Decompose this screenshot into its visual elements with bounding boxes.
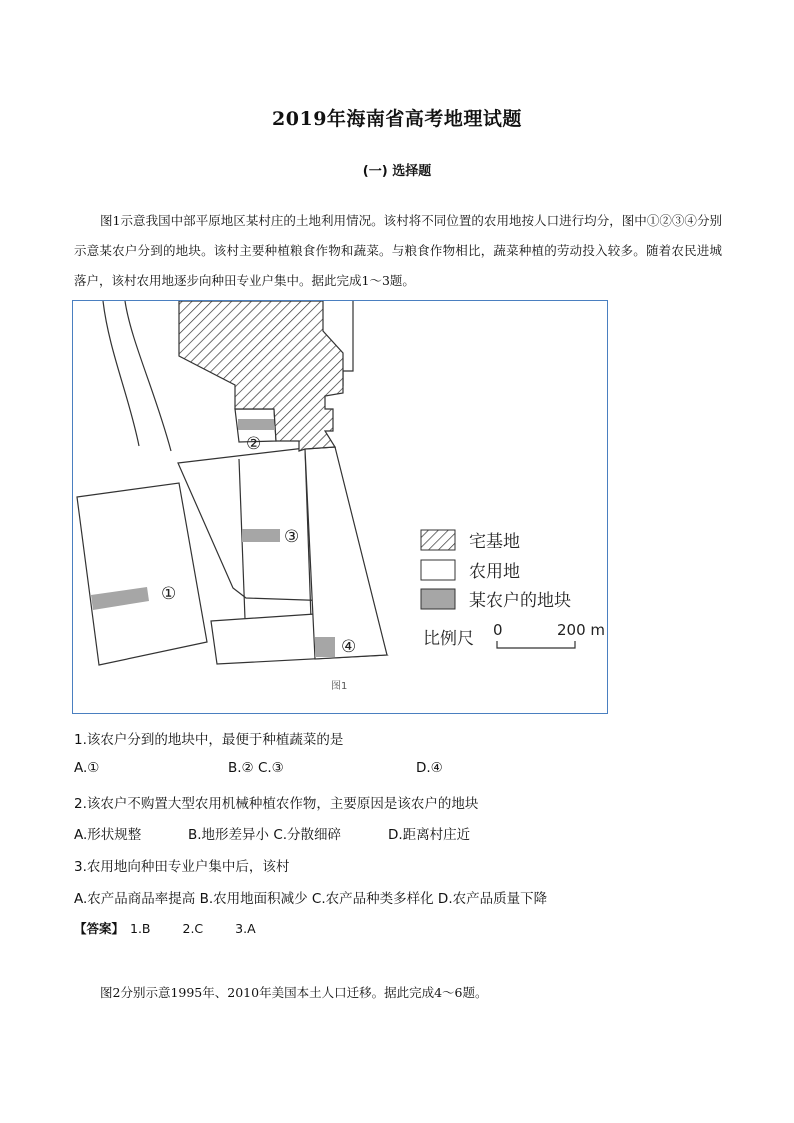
figure-1-map	[72, 300, 608, 714]
question-2-option-bc: B.地形差异小 C.分散细碎	[188, 827, 342, 843]
plot-label-2: ②	[246, 434, 262, 454]
question-1-option-a: A.①	[74, 760, 100, 776]
household-plot-4	[315, 637, 335, 657]
figure-caption: 图1	[331, 681, 348, 692]
household-plot-3	[242, 529, 280, 542]
question-1-stem: 1.该农户分到的地块中，最便于种植蔬菜的是	[74, 732, 344, 748]
legend-swatch-homestead	[421, 530, 455, 550]
legend-swatch-household-plot	[421, 589, 455, 609]
answer-3: 3.A	[235, 921, 256, 936]
scale-max: 200 m	[557, 621, 606, 639]
answer-2: 2.C	[182, 921, 204, 936]
land-use-map	[73, 301, 607, 713]
intro-paragraph: 图1示意我国中部平原地区某村庄的土地利用情况。该村将不同位置的农用地按人口进行均分，图中①②③④分别示意某农户分到的地块。该村主要种植粮食作物和蔬菜。与粮食作物相比，蔬菜种植的劳动投入较多。随着农民进城落户，该村农用地逐步向种田专业户集中。据此完成1～3题。	[74, 213, 722, 288]
question-3-options: A.农产品商品率提高 B.农用地面积减少 C.农产品种类多样化 D.农产品质量下降	[74, 891, 548, 907]
road-edge	[125, 301, 171, 451]
question-1-option-bc: B.② C.③	[228, 760, 284, 776]
farmland-plot-left	[77, 483, 207, 665]
question-2-option-d: D.距离村庄近	[388, 827, 471, 843]
scale-bar	[497, 641, 575, 648]
section-heading: (一) 选择题	[362, 164, 432, 179]
farmland-strip-right	[305, 447, 387, 659]
village-edge	[343, 301, 353, 386]
question-2-stem: 2.该农户不购置大型农用机械种植农作物，主要原因是该农户的地块	[74, 796, 479, 812]
plot-label-3: ③	[284, 527, 300, 547]
legend-swatch-farmland	[421, 560, 455, 580]
question-1-option-d: D.④	[416, 760, 443, 776]
legend-farmland: 农用地	[469, 562, 520, 582]
legend-homestead: 宅基地	[469, 532, 520, 552]
page-title: 2019年海南省高考地理试题	[272, 108, 522, 130]
question-2-option-a: A.形状规整	[74, 827, 142, 843]
question-3-stem: 3.农用地向种田专业户集中后，该村	[74, 859, 290, 875]
answer-label: 【答案】	[74, 921, 125, 936]
plot-label-1: ①	[161, 584, 177, 604]
scale-zero: 0	[493, 621, 503, 639]
legend-scale-label: 比例尺	[423, 629, 474, 649]
answer-line	[74, 919, 256, 937]
household-plot-2	[238, 419, 274, 430]
answer-1: 1.B	[130, 921, 151, 936]
next-intro-paragraph: 图2分别示意1995年、2010年美国本土人口迁移。据此完成4～6题。	[100, 985, 488, 1000]
legend-household-plot: 某农户的地块	[469, 591, 571, 611]
plot-label-4: ④	[341, 637, 357, 657]
road-edge	[103, 301, 139, 446]
